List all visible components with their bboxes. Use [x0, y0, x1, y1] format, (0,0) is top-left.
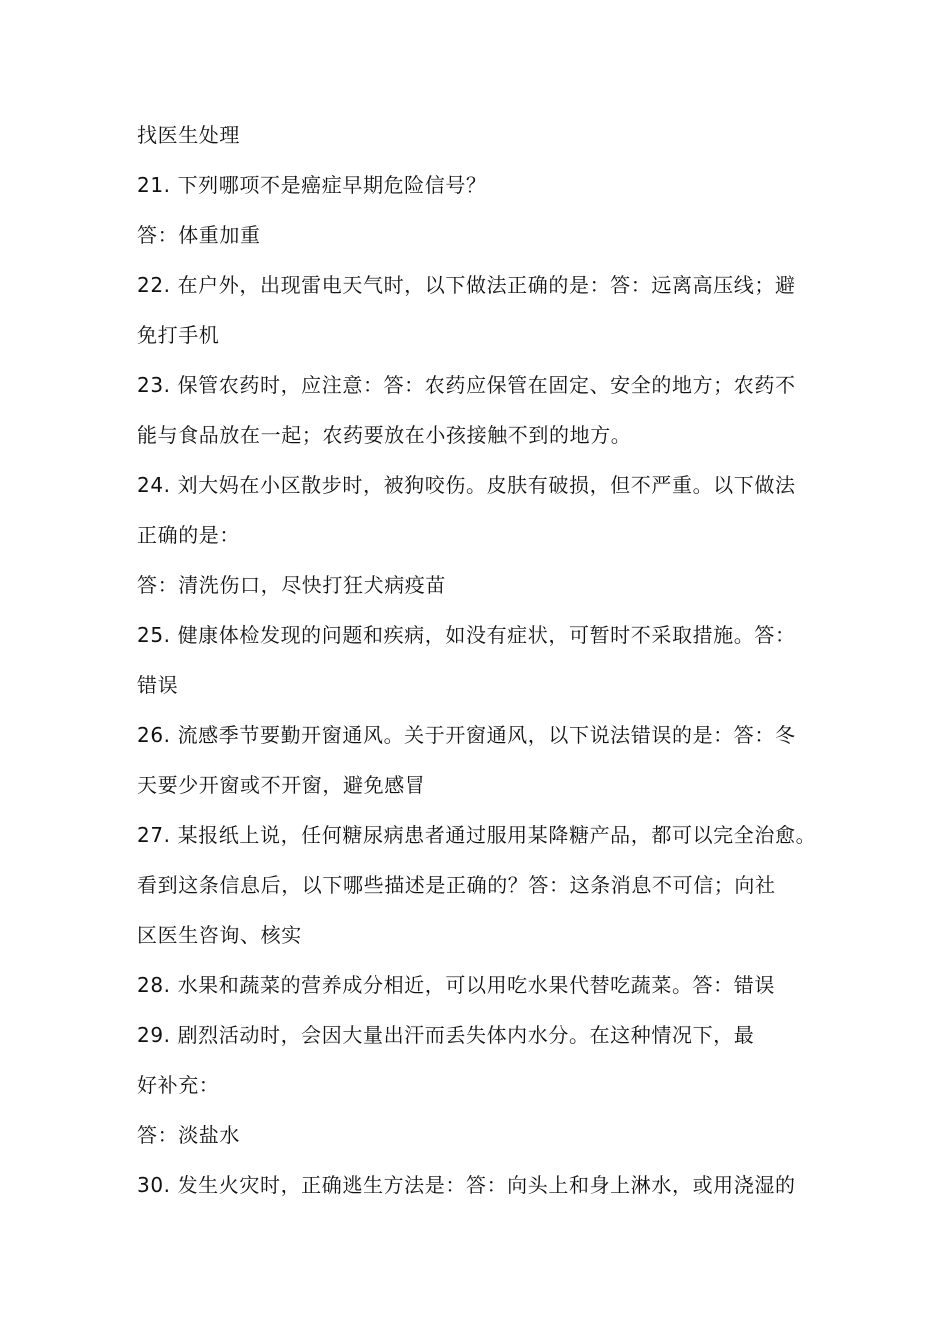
- text-line: 错误: [137, 673, 179, 697]
- question-21: 21. 下列哪项不是癌症早期危险信号？: [137, 173, 487, 197]
- question-29: 29. 剧烈活动时，会因大量出汗而丢失体内水分。在这种情况下，最: [137, 1023, 755, 1047]
- question-27: 27. 某报纸上说，任何糖尿病患者通过服用某降糖产品，都可以完全治愈。: [137, 823, 817, 847]
- text-line: 正确的是：: [137, 523, 240, 547]
- question-23: 23. 保管农药时，应注意：答：农药应保管在固定、安全的地方；农药不: [137, 373, 796, 397]
- text-line: 免打手机: [137, 323, 220, 347]
- question-24: 24. 刘大妈在小区散步时，被狗咬伤。皮肤有破损，但不严重。以下做法: [137, 473, 796, 497]
- answer-29: 答：淡盐水: [137, 1123, 240, 1147]
- question-22: 22. 在户外，出现雷电天气时，以下做法正确的是：答：远离高压线；避: [137, 273, 796, 297]
- text-line: 看到这条信息后，以下哪些描述是正确的？答：这条消息不可信；向社: [137, 873, 776, 897]
- question-28: 28. 水果和蔬菜的营养成分相近，可以用吃水果代替吃蔬菜。答：错误: [137, 973, 775, 997]
- answer-21: 答：体重加重: [137, 223, 261, 247]
- text-line: 区医生咨询、核实: [137, 923, 302, 947]
- answer-24: 答：清洗伤口，尽快打狂犬病疫苗: [137, 573, 446, 597]
- text-line: 天要少开窗或不开窗，避免感冒: [137, 773, 426, 797]
- question-25: 25. 健康体检发现的问题和疾病，如没有症状，可暂时不采取措施。答：: [137, 623, 796, 647]
- text-line: 好补充：: [137, 1073, 220, 1097]
- text-line: 能与食品放在一起；农药要放在小孩接触不到的地方。: [137, 423, 632, 447]
- question-30: 30. 发生火灾时，正确逃生方法是：答：向头上和身上淋水，或用浇湿的: [137, 1173, 796, 1197]
- question-26: 26. 流感季节要勤开窗通风。关于开窗通风，以下说法错误的是：答：冬: [137, 723, 796, 747]
- text-line: 找医生处理: [137, 123, 240, 147]
